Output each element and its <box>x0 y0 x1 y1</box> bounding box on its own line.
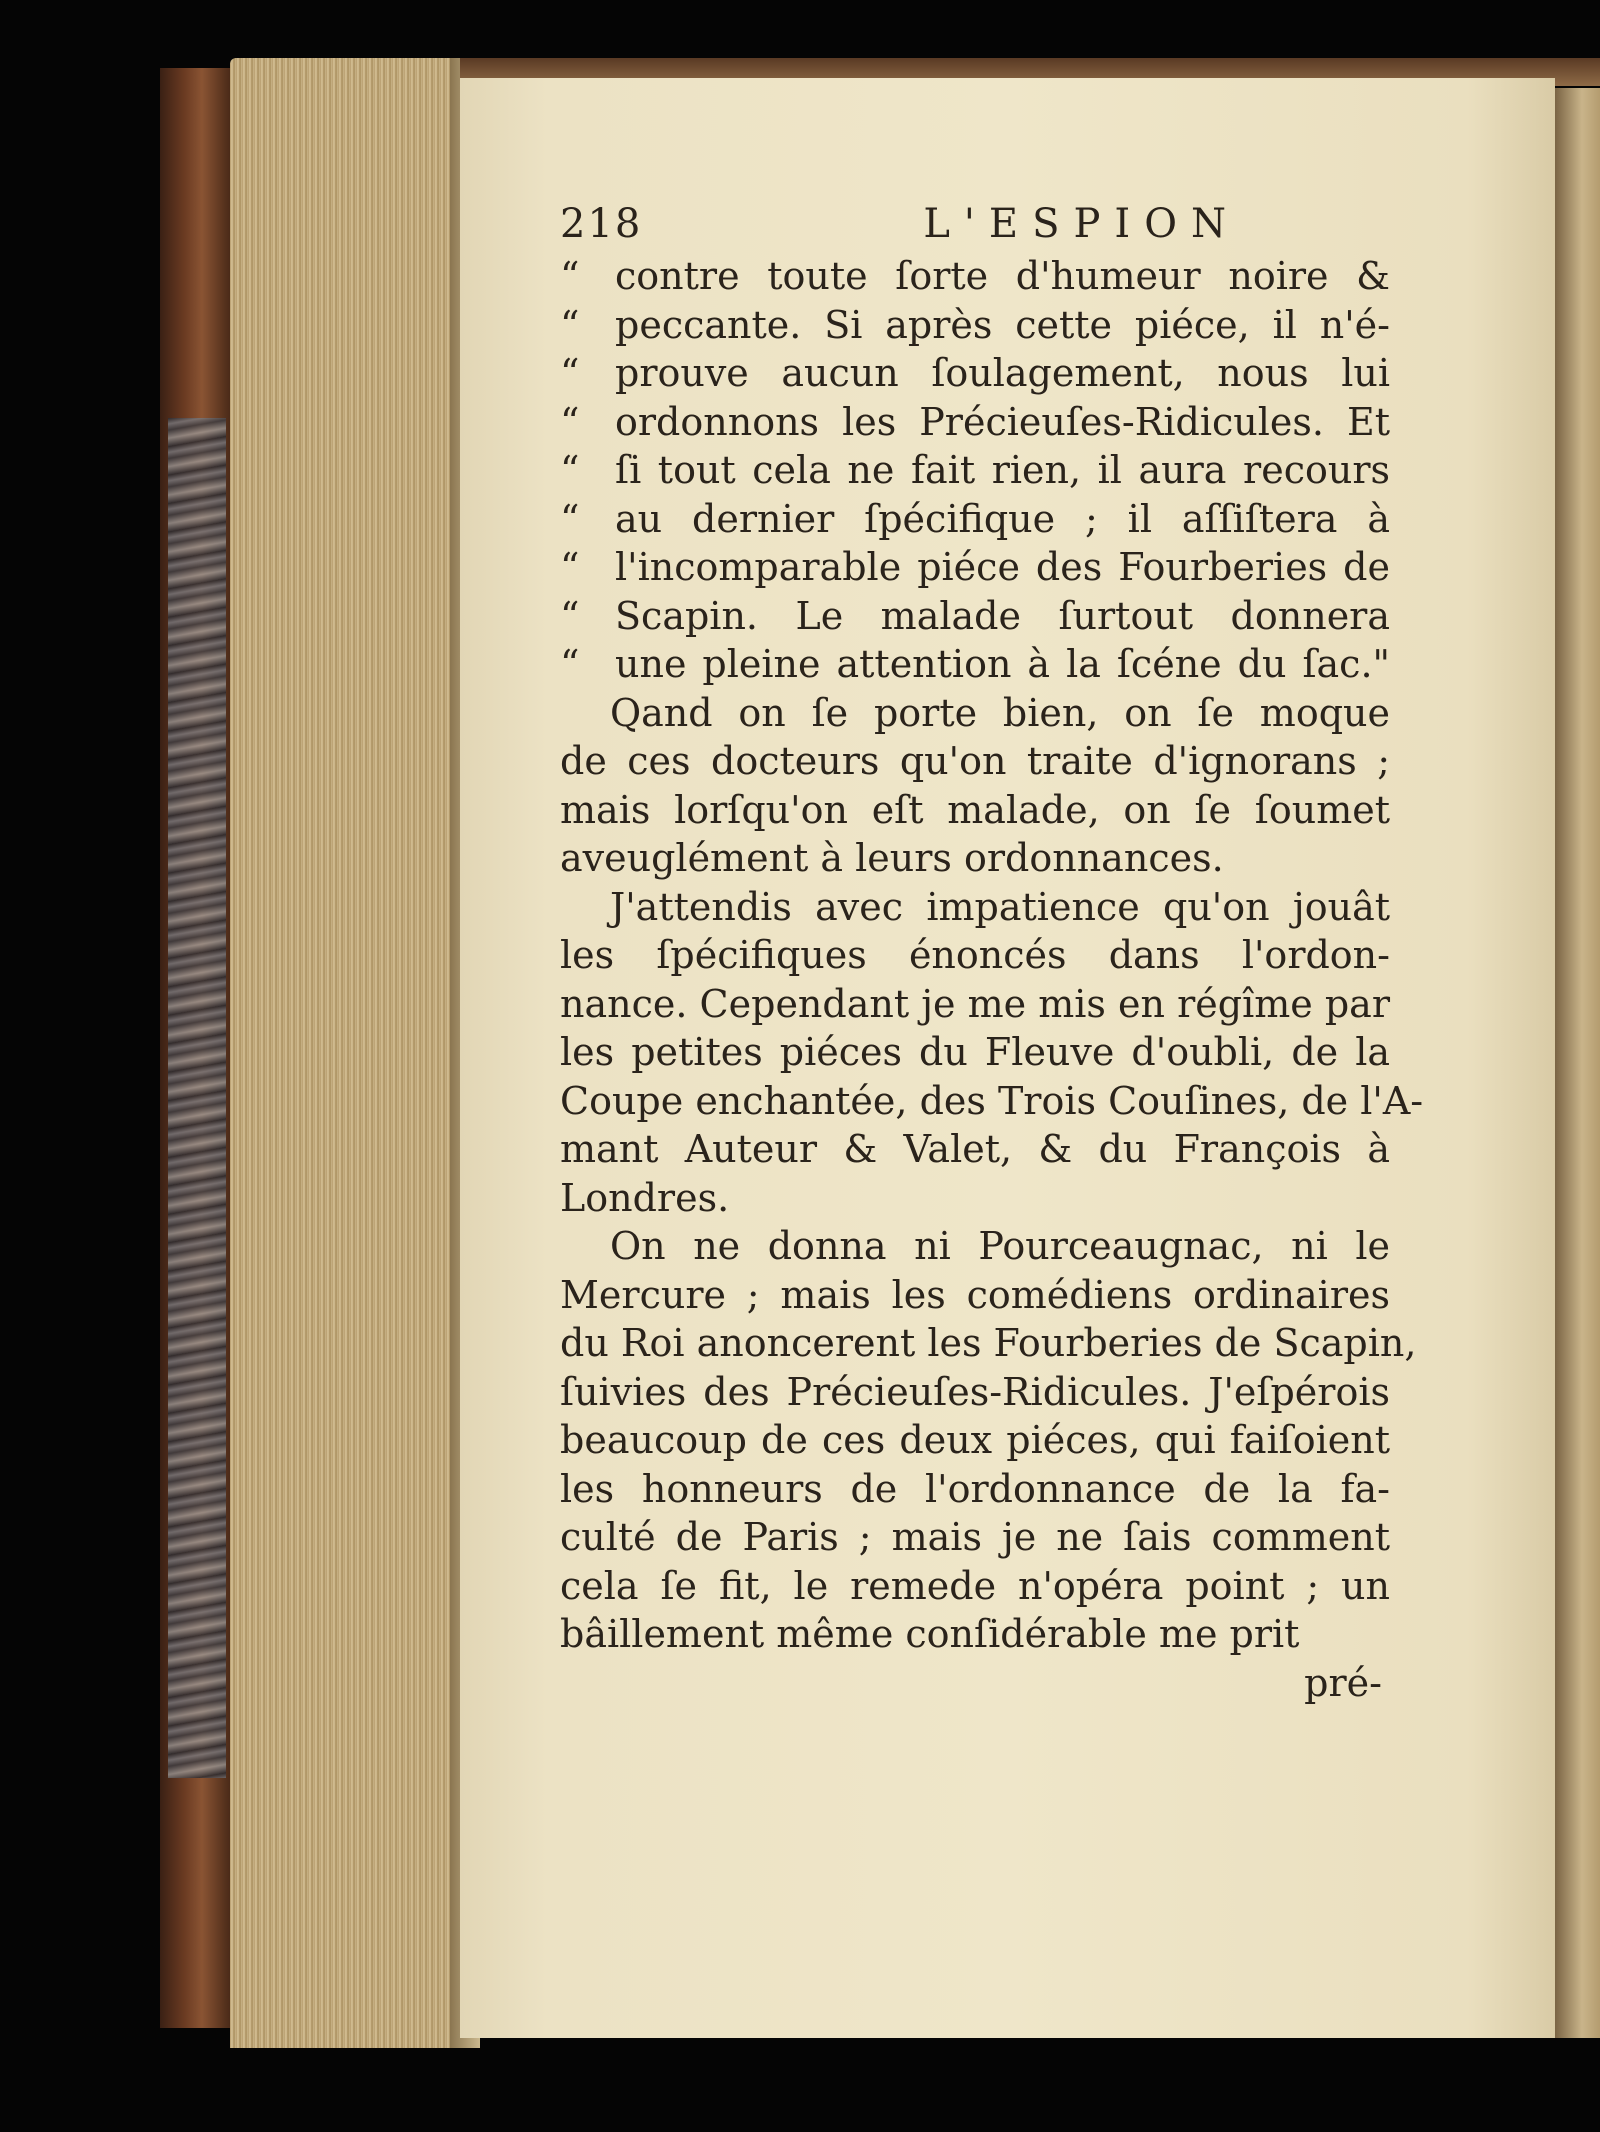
text-line: de ces docteurs qu'on traite d'ignorans ; <box>560 739 1390 783</box>
text-line: les petites piéces du Fleuve d'oubli, de la <box>560 1030 1390 1074</box>
text-line: J'attendis avec impatience qu'on jouât <box>610 884 1390 929</box>
text-line: l'incomparable piéce des Fourberies de <box>615 545 1390 589</box>
text-line: les ſpécifiques énoncés dans l'ordon- <box>560 933 1390 977</box>
text-line: mais lorſqu'on eſt malade, on ſe ſoumet <box>560 787 1390 832</box>
text-line: Qand on ſe porte bien, on ſe moque <box>610 690 1390 735</box>
quoted-line <box>560 543 1390 592</box>
quoted-line <box>560 398 1390 447</box>
page-block-edges <box>230 58 450 2048</box>
text-line: beaucoup de ces deux piéces, qui faiſoient <box>560 1418 1390 1462</box>
text-line: peccante. Si après cette piéce, il n'é- <box>615 302 1390 347</box>
quoted-line <box>560 252 1390 301</box>
page-number: 218 <box>560 201 643 247</box>
quoted-line <box>560 640 1390 689</box>
text-line: contre toute ſorte d'humeur noire & <box>615 254 1390 298</box>
quote-mark: “ <box>560 642 580 686</box>
text-line: du Roi anoncerent les Fourberies de Scapin, <box>560 1321 1417 1365</box>
page-text <box>560 200 1424 1707</box>
quote-mark: “ <box>560 545 580 589</box>
paragraph-3 <box>560 1222 1417 1659</box>
paragraph-1 <box>560 689 1390 883</box>
quote-mark: “ <box>560 593 580 638</box>
quote-mark: “ <box>560 351 580 395</box>
quote-mark: “ <box>560 254 580 298</box>
running-title: L'ESPION <box>923 201 1240 247</box>
text-line: au dernier ſpécifique ; il aſſiſtera à <box>615 496 1390 541</box>
text-line: nance. Cependant je me mis en régîme par <box>560 981 1390 1026</box>
text-line: Londres. <box>560 1175 730 1220</box>
quoted-line <box>560 592 1390 641</box>
quote-mark: “ <box>560 448 580 492</box>
text-line: ſi tout cela ne fait rien, il aura recours <box>615 448 1390 492</box>
text-line: Coupe enchantée, des Trois Couſines, de l'A- <box>560 1078 1424 1123</box>
text-line: ordonnons les Précieuſes-Ridicules. Et <box>615 399 1390 444</box>
text-line: Mercure ; mais les comédiens ordinaires <box>560 1272 1390 1317</box>
page-header <box>560 200 1390 252</box>
quoted-line <box>560 495 1390 544</box>
quote-mark: “ <box>560 302 580 347</box>
text-line: prouve aucun ſoulagement, nous lui <box>615 351 1390 395</box>
text-line: cela ſe fit, le remede n'opéra point ; un <box>560 1563 1390 1608</box>
marbled-endpaper <box>168 418 226 1778</box>
text-line: On ne donna ni Pourceaugnac, ni le <box>610 1224 1390 1268</box>
quoted-line <box>560 446 1390 495</box>
paragraph-2 <box>560 883 1424 1223</box>
text-line: Scapin. Le malade ſurtout donnera <box>615 593 1390 638</box>
text-line: ſuivies des Précieuſes-Ridicules. J'eſpérois <box>560 1369 1390 1414</box>
quoted-line <box>560 301 1390 350</box>
quoted-block <box>560 252 1390 689</box>
text-line: mant Auteur & Valet, & du François à <box>560 1127 1390 1171</box>
text-line: culté de Paris ; mais je ne ſais comment <box>560 1515 1390 1559</box>
text-line: aveuglément à leurs ordonnances. <box>560 836 1224 880</box>
catchword: pré- <box>1304 1660 1382 1705</box>
quote-mark: “ <box>560 496 580 541</box>
text-line: une pleine attention à la ſcéne du ſac." <box>615 642 1390 686</box>
text-line: les honneurs de l'ordonnance de la fa- <box>560 1466 1390 1511</box>
quote-mark: “ <box>560 399 580 444</box>
text-line: bâillement même conſidérable me prit <box>560 1612 1300 1656</box>
quoted-line <box>560 349 1390 398</box>
facing-page-edge <box>1555 88 1600 2038</box>
